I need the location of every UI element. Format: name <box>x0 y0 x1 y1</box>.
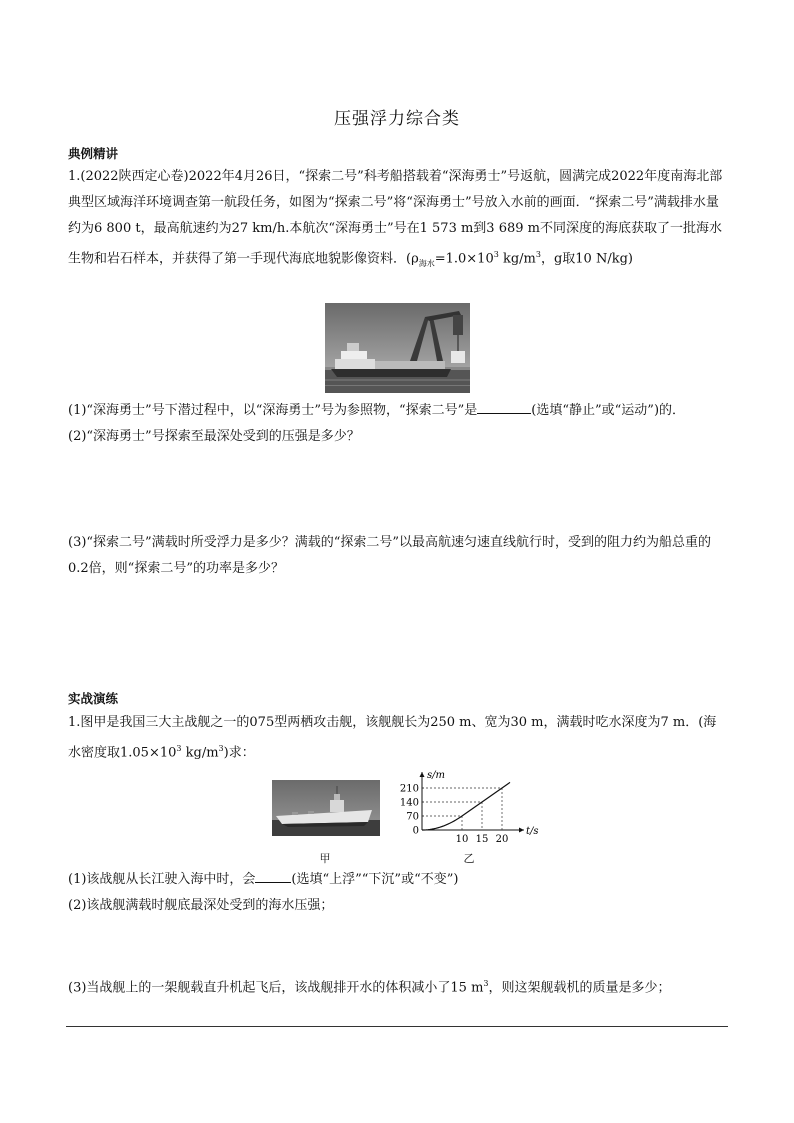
y-axis-label: s/m <box>427 770 445 781</box>
part-1-text-tail: (选填“静止”或“运动”)的． <box>531 403 686 418</box>
exponent: 3 <box>483 979 489 988</box>
practice-part-1 <box>68 867 728 893</box>
y-axis-arrow <box>420 772 425 777</box>
rho-subscript: 海水 <box>418 258 435 268</box>
section-heading-examples: 典例精讲 <box>68 146 119 161</box>
page-title: 压强浮力综合类 <box>334 109 460 129</box>
question-1-text <box>68 164 728 277</box>
y-tick-label: 0 <box>412 825 419 837</box>
exponent: 3 <box>535 250 541 259</box>
amphibious-assault-ship-image <box>272 780 380 836</box>
y-tick-label: 210 <box>399 783 419 795</box>
question-1-body: 1.(2022陕西定心卷)2022年4月26日，“探索二号”科考船搭载着“深海勇士”号返航，圆满完成2022年度南海北部典型区域海洋环境调查第一航段任务，如图为“探索二号”将“深海勇士”号放入水前的画面．“探索二号”满载排水量约为6 800 t，最高航速约为27 km/h.本航次“深海勇士”号在1 573 m到3 689 m不同深度的海底获取了一批海水生物和岩石样本，并获得了第一手现代海底地貌影像资料．(ρ <box>68 169 723 267</box>
exponent: 3 <box>218 744 224 753</box>
question-1-part-1 <box>68 398 728 424</box>
distance-time-chart <box>392 758 539 848</box>
practice-part-3-tail: ，则这架舰载机的质量是多少； <box>488 980 671 996</box>
exponent: 3 <box>176 744 182 753</box>
x-tick-label: 10 <box>455 834 469 845</box>
x-axis-label: t/s <box>526 826 539 837</box>
warship-photo <box>272 780 380 836</box>
question-1-tail-c: ，g取10 N/kg) <box>540 251 633 267</box>
caption-yi: 乙 <box>463 852 475 865</box>
practice-part-1-tail: (选填“上浮”“下沉”或“不变”) <box>291 872 459 887</box>
x-tick-label: 20 <box>495 834 509 845</box>
practice-question-tail: )求： <box>223 745 255 761</box>
practice-part-2: (2)该战舰满载时舰底最深处受到的海水压强； <box>68 898 334 913</box>
question-1-part-2: (2)“深海勇士”号探索至最深处受到的压强是多少？ <box>68 429 360 444</box>
question-1-part-3: (3)“探索二号”满载时所受浮力是多少？满载的“探索二号”以最高航速匀速直线航行时，受到的阻力约为船总重的0.2倍，则“探索二号”的功率是多少？ <box>68 535 711 576</box>
y-tick-label: 140 <box>399 797 419 809</box>
question-1-tail-b: kg/m <box>498 251 536 267</box>
series-line <box>422 782 510 830</box>
s-t-graph <box>392 758 539 848</box>
practice-question-body: 1.图甲是我国三大主战舰之一的075型两栖攻击舰，该舰舰长为250 m、宽为30 m，满载时吃水深度为7 m．(海水密度取1.05×10 <box>68 715 717 761</box>
question-1-tail-a: =1.0×10 <box>434 251 494 267</box>
ship-photo <box>325 303 470 393</box>
practice-part-3 <box>68 971 728 1001</box>
section-heading-practice: 实战演练 <box>68 691 119 706</box>
research-ship-image <box>325 303 470 393</box>
practice-part-3-text: (3)当战舰上的一架舰载直升机起飞后，该战舰排开水的体积减小了15 m <box>68 980 484 996</box>
answer-blank[interactable] <box>255 868 291 883</box>
caption-jia: 甲 <box>319 852 331 865</box>
answer-blank[interactable] <box>477 399 531 414</box>
footer-divider <box>66 1026 728 1027</box>
practice-question-unit: kg/m <box>181 745 219 761</box>
practice-part-1-text: (1)该战舰从长江驶入海中时，会 <box>68 872 256 887</box>
x-tick-label: 15 <box>475 834 489 845</box>
y-tick-label: 70 <box>406 811 419 823</box>
part-1-text: (1)“深海勇士”号下潜过程中，以“深海勇士”号为参照物，“探索二号”是 <box>68 403 478 418</box>
x-axis-arrow <box>519 828 524 833</box>
exponent: 3 <box>493 250 499 259</box>
